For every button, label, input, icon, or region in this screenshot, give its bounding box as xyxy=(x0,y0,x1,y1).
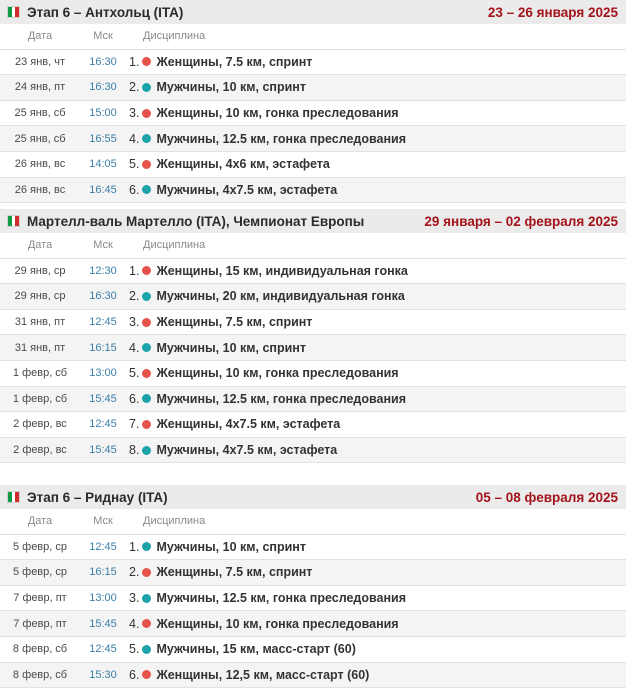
event-date: 31 янв, пт xyxy=(14,341,66,354)
stage-section xyxy=(0,485,626,688)
event-date: 29 янв, ср xyxy=(14,290,66,303)
stage-title-wrap xyxy=(7,214,364,229)
event-time: 15:30 xyxy=(89,668,117,681)
event-row[interactable] xyxy=(0,75,626,101)
event-name[interactable]: Женщины, 10 км, гонка преследования xyxy=(156,106,399,121)
event-time: 12:45 xyxy=(89,540,117,553)
event-date: 5 февр, ср xyxy=(12,540,68,553)
gender-dot-icon xyxy=(142,594,151,603)
event-row[interactable] xyxy=(0,361,626,387)
event-name[interactable]: Мужчины, 12.5 км, гонка преследования xyxy=(156,391,406,406)
event-name[interactable]: Женщины, 15 км, индивидуальная гонка xyxy=(156,263,408,278)
event-number: 2. xyxy=(129,289,140,304)
event-row[interactable] xyxy=(0,152,626,178)
stage-header xyxy=(0,0,626,24)
event-date: 5 февр, ср xyxy=(12,566,68,579)
event-date: 31 янв, пт xyxy=(14,316,66,329)
event-row[interactable] xyxy=(0,178,626,204)
event-time: 15:00 xyxy=(89,107,117,120)
event-date: 25 янв, сб xyxy=(14,107,66,120)
event-discipline xyxy=(126,341,626,355)
gender-dot-icon xyxy=(142,109,151,118)
event-discipline xyxy=(126,264,626,278)
event-time: 13:00 xyxy=(89,367,117,380)
column-header-row xyxy=(0,233,626,259)
event-name[interactable]: Женщины, 7.5 км, спринт xyxy=(156,565,313,580)
event-date: 1 февр, сб xyxy=(12,367,68,380)
event-number: 4. xyxy=(129,131,140,146)
event-number: 6. xyxy=(129,391,140,406)
column-header-discipline: Дисциплина xyxy=(143,30,206,43)
event-row[interactable] xyxy=(0,387,626,413)
gender-dot-icon xyxy=(142,420,151,429)
event-time: 15:45 xyxy=(89,617,117,630)
stage-title[interactable]: Этап 6 – Риднау (ITA) xyxy=(27,489,168,505)
event-number: 6. xyxy=(129,667,140,682)
gender-dot-icon xyxy=(142,83,151,92)
event-name[interactable]: Мужчины, 12.5 км, гонка преследования xyxy=(156,131,406,146)
event-row[interactable] xyxy=(0,535,626,561)
event-time: 16:30 xyxy=(89,55,117,68)
stage-title[interactable]: Мартелл-валь Мартелло (ITA), Чемпионат Европы xyxy=(27,213,365,229)
event-name[interactable]: Женщины, 12,5 км, масс-старт (60) xyxy=(156,667,370,682)
event-date: 7 февр, пт xyxy=(13,617,67,630)
event-time: 16:45 xyxy=(89,183,117,196)
italy-flag-icon xyxy=(7,491,20,503)
column-header-row xyxy=(0,509,626,535)
event-discipline xyxy=(126,55,626,69)
gender-dot-icon xyxy=(142,394,151,403)
column-header-row xyxy=(0,24,626,50)
event-discipline xyxy=(126,80,626,94)
event-number: 5. xyxy=(129,157,140,172)
event-name[interactable]: Женщины, 4х7.5 км, эстафета xyxy=(156,417,341,432)
column-header-discipline: Дисциплина xyxy=(143,239,206,252)
event-number: 5. xyxy=(129,366,140,381)
event-name[interactable]: Женщины, 10 км, гонка преследования xyxy=(156,366,399,381)
event-row[interactable] xyxy=(0,101,626,127)
event-row[interactable] xyxy=(0,412,626,438)
column-header-time: Мск xyxy=(93,30,113,43)
stage-title[interactable]: Этап 6 – Антхольц (ITA) xyxy=(27,4,184,20)
column-header-date: Дата xyxy=(27,239,53,252)
event-date: 26 янв, вс xyxy=(14,183,66,196)
event-discipline xyxy=(126,417,626,431)
event-time: 12:30 xyxy=(89,264,117,277)
column-header-time: Мск xyxy=(93,239,113,252)
gender-dot-icon xyxy=(142,134,151,143)
event-time: 14:05 xyxy=(89,158,117,171)
event-number: 3. xyxy=(129,315,140,330)
event-name[interactable]: Женщины, 7.5 км, спринт xyxy=(156,315,313,330)
column-header-discipline: Дисциплина xyxy=(143,515,206,528)
event-number: 2. xyxy=(129,565,140,580)
event-date: 26 янв, вс xyxy=(14,158,66,171)
event-date: 7 февр, пт xyxy=(13,592,67,605)
gender-dot-icon xyxy=(142,619,151,628)
event-time: 16:15 xyxy=(89,341,117,354)
event-date: 24 янв, пт xyxy=(14,81,66,94)
gender-dot-icon xyxy=(142,160,151,169)
stage-header xyxy=(0,209,626,233)
event-row[interactable] xyxy=(0,438,626,464)
event-date: 29 янв, ср xyxy=(14,264,66,277)
event-number: 2. xyxy=(129,80,140,95)
gender-dot-icon xyxy=(142,292,151,301)
stage-section xyxy=(0,209,626,463)
stage-title-wrap xyxy=(7,5,183,20)
event-row[interactable] xyxy=(0,586,626,612)
event-name[interactable]: Мужчины, 4х7.5 км, эстафета xyxy=(156,443,338,458)
event-row[interactable] xyxy=(0,259,626,285)
event-date: 25 янв, сб xyxy=(14,132,66,145)
event-name[interactable]: Женщины, 7.5 км, спринт xyxy=(156,54,313,69)
event-date: 23 янв, чт xyxy=(14,55,66,68)
event-date: 2 февр, вс xyxy=(13,444,67,457)
stage-title-wrap xyxy=(7,490,168,505)
event-discipline xyxy=(126,591,626,605)
event-row[interactable] xyxy=(0,611,626,637)
gender-dot-icon xyxy=(142,645,151,654)
gender-dot-icon xyxy=(142,266,151,275)
event-date: 1 февр, сб xyxy=(12,392,68,405)
event-date: 8 февр, сб xyxy=(12,668,68,681)
event-name[interactable]: Мужчины, 12.5 км, гонка преследования xyxy=(156,591,406,606)
event-discipline xyxy=(126,565,626,579)
event-discipline xyxy=(126,183,626,197)
event-number: 7. xyxy=(129,417,140,432)
event-time: 12:45 xyxy=(89,418,117,431)
column-header-date: Дата xyxy=(27,30,53,43)
event-time: 16:30 xyxy=(89,81,117,94)
event-time: 16:55 xyxy=(89,132,117,145)
event-row[interactable] xyxy=(0,335,626,361)
gender-dot-icon xyxy=(142,670,151,679)
gender-dot-icon xyxy=(142,568,151,577)
gender-dot-icon xyxy=(142,57,151,66)
event-date: 8 февр, сб xyxy=(12,643,68,656)
event-number: 1. xyxy=(129,263,140,278)
gender-dot-icon xyxy=(142,318,151,327)
column-header-time: Мск xyxy=(93,515,113,528)
event-name[interactable]: Мужчины, 10 км, спринт xyxy=(156,539,306,554)
gender-dot-icon xyxy=(142,343,151,352)
event-number: 3. xyxy=(129,591,140,606)
event-name[interactable]: Мужчины, 15 км, масс-старт (60) xyxy=(156,642,356,657)
event-time: 15:45 xyxy=(89,392,117,405)
event-number: 3. xyxy=(129,106,140,121)
event-discipline xyxy=(126,289,626,303)
event-name[interactable]: Женщины, 4х6 км, эстафета xyxy=(156,157,330,172)
event-time: 12:45 xyxy=(89,316,117,329)
event-discipline xyxy=(126,668,626,682)
event-row[interactable] xyxy=(0,284,626,310)
event-time: 16:30 xyxy=(89,290,117,303)
event-discipline xyxy=(126,366,626,380)
event-name[interactable]: Мужчины, 20 км, индивидуальная гонка xyxy=(156,289,405,304)
event-name[interactable]: Мужчины, 10 км, спринт xyxy=(156,80,306,95)
event-number: 4. xyxy=(129,340,140,355)
stage-header xyxy=(0,485,626,509)
event-row[interactable] xyxy=(0,126,626,152)
event-time: 15:45 xyxy=(89,444,117,457)
event-time: 13:00 xyxy=(89,592,117,605)
italy-flag-icon xyxy=(7,6,20,18)
event-number: 8. xyxy=(129,443,140,458)
event-number: 6. xyxy=(129,182,140,197)
column-header-date: Дата xyxy=(27,515,53,528)
event-discipline xyxy=(126,617,626,631)
event-row[interactable] xyxy=(0,637,626,663)
event-row[interactable] xyxy=(0,663,626,689)
event-discipline xyxy=(126,132,626,146)
event-discipline xyxy=(126,642,626,656)
event-time: 16:15 xyxy=(89,566,117,579)
gender-dot-icon xyxy=(142,369,151,378)
event-date: 2 февр, вс xyxy=(13,418,67,431)
event-number: 1. xyxy=(129,539,140,554)
event-discipline xyxy=(126,443,626,457)
event-row[interactable] xyxy=(0,310,626,336)
stage-dates: 05 – 08 февраля 2025 xyxy=(475,489,618,505)
event-row[interactable] xyxy=(0,50,626,76)
stage-dates: 23 – 26 января 2025 xyxy=(487,4,618,20)
event-number: 1. xyxy=(129,54,140,69)
event-discipline xyxy=(126,392,626,406)
event-number: 4. xyxy=(129,616,140,631)
stage-section xyxy=(0,0,626,203)
gender-dot-icon xyxy=(142,446,151,455)
event-number: 5. xyxy=(129,642,140,657)
event-time: 12:45 xyxy=(89,643,117,656)
italy-flag-icon xyxy=(7,215,20,227)
event-name[interactable]: Женщины, 10 км, гонка преследования xyxy=(156,616,399,631)
event-discipline xyxy=(126,540,626,554)
event-discipline xyxy=(126,157,626,171)
event-row[interactable] xyxy=(0,560,626,586)
event-discipline xyxy=(126,315,626,329)
event-name[interactable]: Мужчины, 4х7.5 км, эстафета xyxy=(156,182,338,197)
event-name[interactable]: Мужчины, 10 км, спринт xyxy=(156,340,306,355)
gender-dot-icon xyxy=(142,542,151,551)
stage-dates: 29 января – 02 февраля 2025 xyxy=(424,213,618,229)
gender-dot-icon xyxy=(142,185,151,194)
event-discipline xyxy=(126,106,626,120)
